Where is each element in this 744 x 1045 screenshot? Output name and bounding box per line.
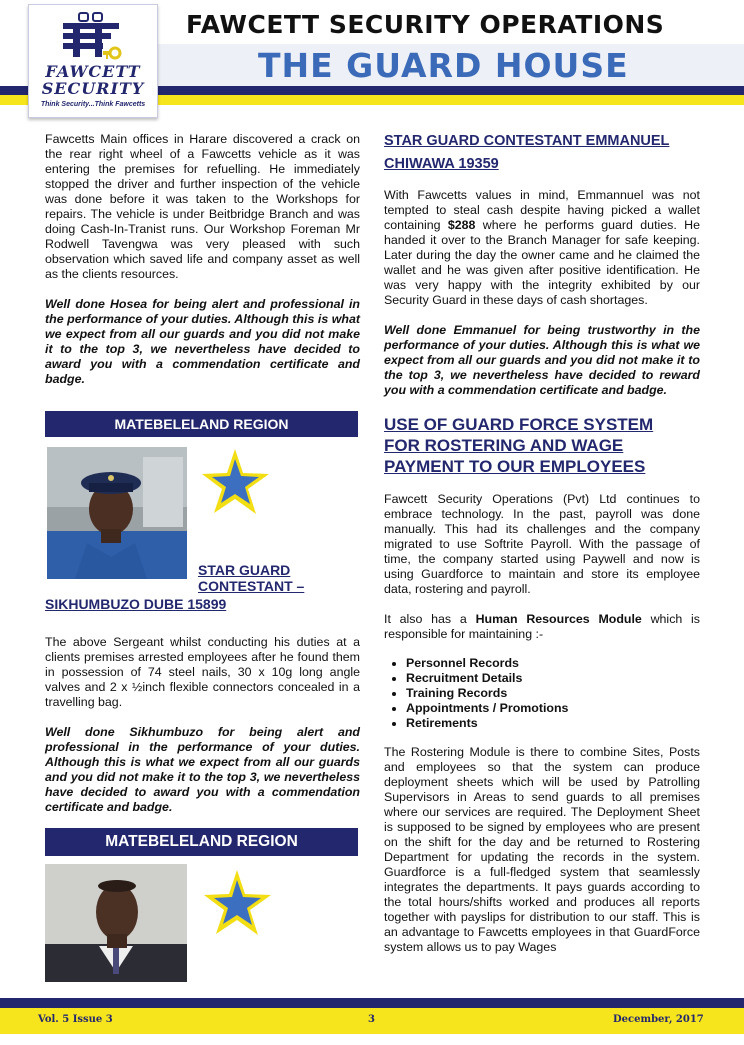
logo-line-2: SECURITY [41,79,145,98]
list-item: • Retirements [406,716,700,731]
guardforce-heading-line3: PAYMENT TO OUR EMPLOYEES [384,457,646,476]
region-banner-2-label: MATEBELELAND REGION [105,833,298,850]
contestant-1-block [45,447,360,617]
star-icon [201,447,271,517]
guardforce-paragraph-2-pre: It also has a [384,612,476,626]
intro-paragraph: Fawcetts Main offices in Harare discovered a crack on the rear right wheel of a Fawcetts vehicle as it was entering the premises for refuelling. He immediately stopped the driver and further inspection of the vehicle was done before it was taken to the Workshops for repairs. The vehicle is under Beitbridge Branch and was doing Cash-In-Tranist runs. Our Workshop Foreman Mr Rodwell Tavengwa was very pleased with such observation which saved life and company asset as well as the clients resources. [45,132,360,281]
footer-date: December, 2017 [613,1014,704,1025]
guardforce-paragraph-2 [384,612,700,642]
contestant-1-heading-line1: STAR GUARD [198,562,291,578]
story-emmanuel-pre: With Fawcetts values in mind, Emmannuel was not tempted to steal cash despite having picked a wallet containing [384,188,700,232]
commendation-sikhumbuzo: Well done Sikhumbuzo for being alert and professional in the performance of your duties. Although this is what we expect from all our guards and you did not make it to the top 3, we nevertheless have decided to award you with a commendation certificate and badge. [45,725,360,814]
guardforce-heading [384,414,700,477]
guardforce-heading-line1: USE OF GUARD FORCE SYSTEM [384,415,654,434]
list-item: • Recruitment Details [406,671,700,686]
guardforce-paragraph-1: Fawcett Security Operations (Pvt) Ltd continues to embrace technology. In the past, payroll was done manually. This had its challenges and the company migrated to use Softrite Payroll. With the passage of time, the company started using Paywell and now is using Guardforce to maintain and store its employee data, rostering and payroll. [384,492,700,596]
company-logo [28,4,158,118]
contestant-1-heading-line2: CONTESTANT – [198,578,305,594]
guard-portrait-image [47,447,187,579]
emmanuel-heading-line1: STAR GUARD CONTESTANT EMMANUEL [384,133,670,149]
footer-navy-bar [0,998,744,1008]
emmanuel-heading [384,132,700,173]
right-column [384,132,700,955]
logo-line-1: FAWCETT [45,62,141,81]
story-emmanuel-post: where he performs guard duties. He handed it over to the Branch Manager for safe keeping. Later during the day the owner came and he claimed the wallet and he was given after positive identification. He was very happy with the integrity exhibited by our Security Guard in these days of cash shortages. [384,218,700,307]
region-banner-1 [45,411,358,437]
list-item: • Appointments / Promotions [406,701,700,716]
footer-issue: Vol. 5 Issue 3 [38,1014,113,1025]
region-banner-2 [45,828,358,856]
footer-page-number: 3 [368,1014,375,1025]
contestant-2-block [45,864,360,986]
story-emmanuel [384,188,700,308]
list-item: • Training Records [406,686,700,701]
region-banner-1-label: MATEBELELAND REGION [114,416,289,432]
contestant-1-heading [198,562,304,594]
emmanuel-heading-line2: CHIWAWA 19359 [384,156,499,172]
contestant-1-photo [47,447,187,579]
publication-company-title: FAWCETT SECURITY OPERATIONS [186,10,665,39]
wallet-amount: $288 [447,218,476,232]
hr-module-label: Human Resources Module [475,612,642,626]
contestant-1-name: SIKHUMBUZO DUBE 15899 [45,596,227,612]
left-column [45,132,360,986]
key-logo-icon [59,11,127,61]
logo-wordmark [29,63,157,97]
contestant-2-photo [45,864,187,982]
list-item: • Personnel Records [406,656,700,671]
guardforce-paragraph-3: The Rostering Module is there to combine Sites, Posts and employees so that the system can produce deployment sheets which will be used by Patrolling Supervisors in Areas to send guards to all premises where our services are required. The Deployment Sheet is supposed to be signed by employees who are present on the shift for the day and be returned to Rostering Department for updating the records in the system. Guardforce is a full-fledged system that seamlessly integrates the departments. It pays guards according to the total hours/shifts worked and produces all reports together with payslips for distribution to our staff. This is an advantage to Fawcetts employees in that GuardForce system allows us to pay Wages [384,745,700,954]
commendation-emmanuel: Well done Emmanuel for being trustworthy in the performance of your duties. Although this is what we expect from all our guards and you did not make it to the top 3, we nevertheless have decided to reward you with a commendation certificate and badge. [384,323,700,397]
logo-tagline: Think Security...Think Fawcetts [40,101,146,108]
guardforce-heading-line2: FOR ROSTERING AND WAGE [384,436,624,455]
hr-module-list [384,656,700,731]
guard-portrait-image-2 [45,864,187,982]
story-sikhumbuzo: The above Sergeant whilst conducting his duties at a clients premises arrested employees after he found them in possession of 74 steel nails, 30 x 10g long angle valves and 2 x ½inch flexible connectors concealed in a travelling bag. [45,635,360,709]
commendation-hosea: Well done Hosea for being alert and professional in the performance of your duties. Although this is what we expect from all our guards and you did not make it to the top 3, we nevertheless have decided to award you with a commendation certificate and badge. [45,297,360,386]
publication-title: THE GUARD HOUSE [258,46,629,85]
guardforce-paragraph-2-post: which is responsible for maintaining :- [384,612,700,641]
star-icon-2 [203,868,273,938]
page-header [0,0,744,108]
